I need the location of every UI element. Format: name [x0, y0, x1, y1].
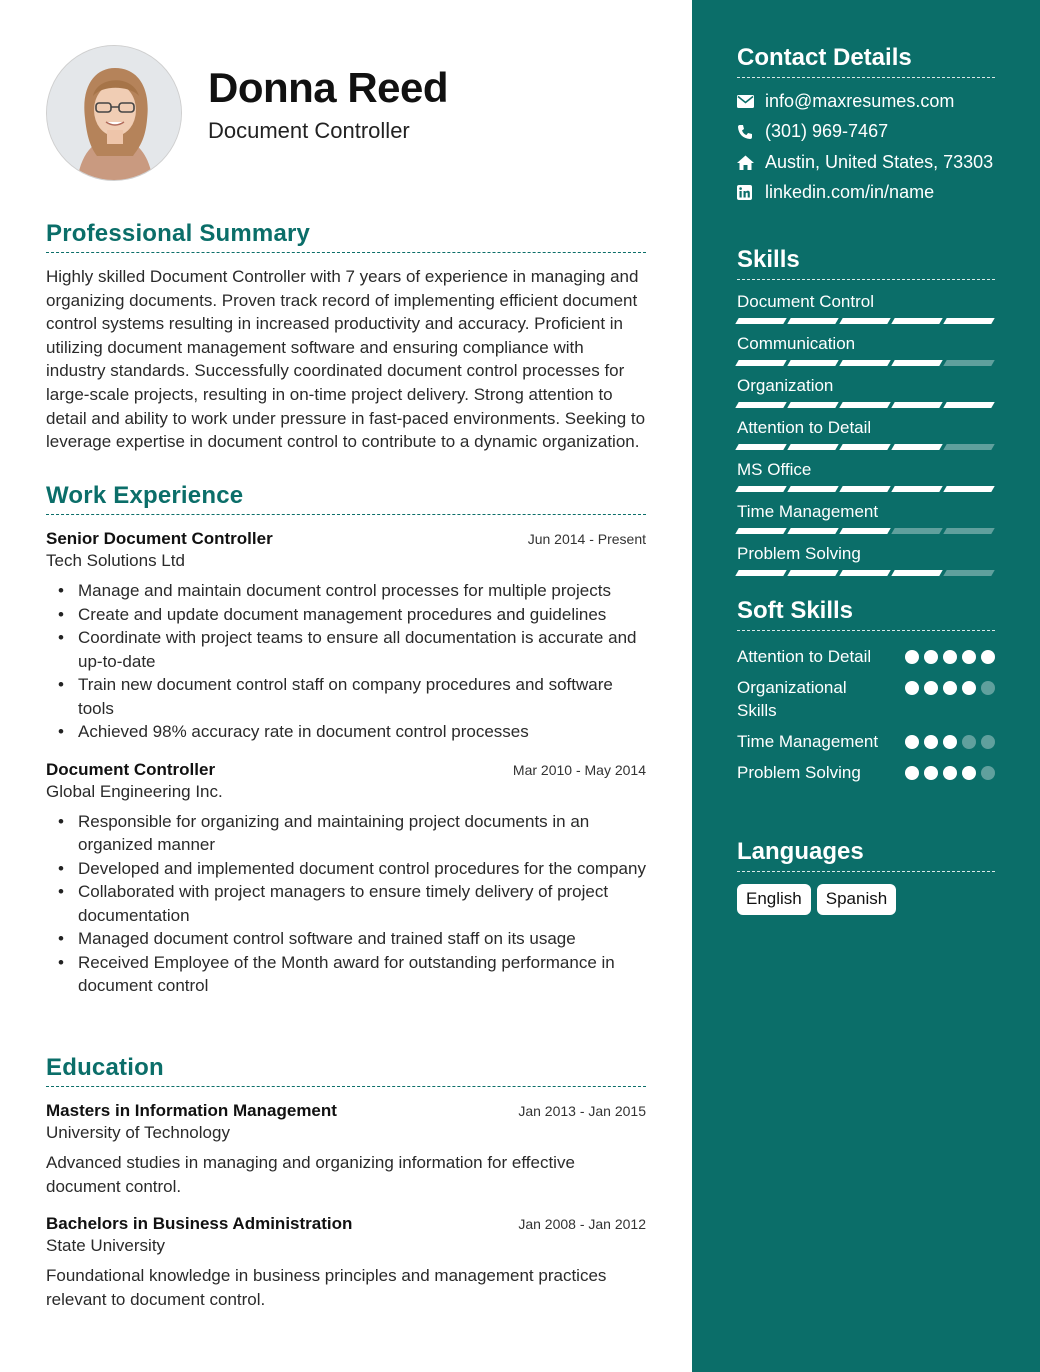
skill-rating-segment	[839, 360, 890, 366]
education-entry	[46, 1101, 646, 1198]
contact-linkedin[interactable]	[737, 178, 995, 209]
rating-dot	[981, 735, 995, 749]
language-tag: Spanish	[817, 884, 896, 915]
job-bullet: • Create and update document management procedures and guidelines	[78, 603, 646, 627]
rating-dot	[962, 766, 976, 780]
soft-skill-rating	[905, 681, 995, 695]
soft-skill-name: Attention to Detail	[737, 647, 872, 666]
rating-dot	[943, 650, 957, 664]
school-name: State University	[46, 1236, 166, 1255]
skill-name: MS Office	[737, 460, 812, 479]
linkedin-text: linkedin.com/in/name	[765, 182, 935, 203]
rating-dot	[981, 766, 995, 780]
job-bullet: • Received Employee of the Month award for outstanding performance in document control	[78, 951, 646, 998]
experience-heading: Work Experience	[46, 482, 646, 515]
rating-dot	[924, 681, 938, 695]
skill-item	[737, 418, 995, 450]
skill-rating-segment	[787, 318, 838, 324]
sidebar	[692, 0, 1040, 1372]
soft-skills-section	[737, 597, 995, 792]
phone-text: (301) 969-7467	[765, 121, 889, 142]
candidate-title: Document Controller	[208, 118, 410, 143]
contact-email[interactable]	[737, 86, 995, 117]
job-bullet: • Achieved 98% accuracy rate in document control processes	[78, 720, 646, 744]
soft-skill-item	[737, 645, 995, 668]
job-date: Jun 2014 - Present	[527, 531, 646, 547]
soft-skill-item	[737, 761, 995, 784]
skill-rating-bar	[737, 570, 995, 576]
soft-skills-list	[737, 645, 995, 784]
education-description: Foundational knowledge in business principles and management practices relevant to document control.	[46, 1266, 607, 1309]
skill-rating-segment	[735, 528, 786, 534]
rating-dot	[943, 766, 957, 780]
contact-address	[737, 147, 995, 178]
rating-dot	[943, 681, 957, 695]
skills-heading: Skills	[737, 246, 995, 280]
skill-rating-segment	[787, 444, 838, 450]
skill-rating-segment	[891, 402, 942, 408]
skill-rating-bar	[737, 444, 995, 450]
skill-rating-segment	[735, 360, 786, 366]
profile-photo	[46, 45, 182, 181]
education-description: Advanced studies in managing and organizing information for effective document control.	[46, 1153, 575, 1196]
skill-rating-segment	[943, 528, 994, 534]
contact-heading: Contact Details	[737, 44, 995, 78]
skill-rating-segment	[891, 486, 942, 492]
job-bullet: • Responsible for organizing and maintaining project documents in an organized manner	[78, 810, 646, 857]
job-title: Document Controller	[46, 759, 216, 779]
rating-dot	[962, 650, 976, 664]
soft-skill-name: Time Management	[737, 732, 879, 751]
skill-item	[737, 292, 995, 324]
skill-item	[737, 544, 995, 576]
contact-phone[interactable]	[737, 117, 995, 148]
job-bullet: • Developed and implemented document control procedures for the company	[78, 857, 646, 881]
job-bullet: • Managed document control software and trained staff on its usage	[78, 927, 646, 951]
rating-dot	[924, 735, 938, 749]
skill-name: Attention to Detail	[737, 418, 872, 437]
summary-heading: Professional Summary	[46, 220, 646, 253]
home-icon	[737, 155, 765, 170]
skill-item	[737, 460, 995, 492]
contact-section	[737, 44, 995, 208]
job-bullet: • Collaborated with project managers to ensure timely delivery of project documentation	[78, 880, 646, 927]
soft-skill-rating	[905, 735, 995, 749]
education-section	[46, 1054, 646, 1325]
skill-rating-segment	[891, 528, 942, 534]
skill-rating-segment	[735, 318, 786, 324]
school-name: University of Technology	[46, 1123, 230, 1142]
education-date: Jan 2008 - Jan 2012	[518, 1216, 646, 1232]
rating-dot	[924, 650, 938, 664]
soft-skill-name: Organizational Skills	[737, 678, 847, 720]
skill-rating-segment	[735, 402, 786, 408]
skill-rating-segment	[891, 360, 942, 366]
skill-name: Document Control	[737, 292, 875, 311]
language-tag: English	[737, 884, 811, 915]
languages-heading: Languages	[737, 838, 995, 872]
experience-section	[46, 482, 646, 1012]
soft-skills-heading: Soft Skills	[737, 597, 995, 631]
rating-dot	[981, 681, 995, 695]
rating-dot	[905, 681, 919, 695]
job-company: Global Engineering Inc.	[46, 781, 223, 801]
rating-dot	[905, 735, 919, 749]
soft-skill-rating	[905, 650, 995, 664]
skills-section	[737, 246, 995, 586]
skill-rating-segment	[943, 318, 994, 324]
soft-skill-item	[737, 730, 995, 753]
skill-name: Time Management	[737, 502, 879, 521]
skill-rating-segment	[839, 486, 890, 492]
skill-rating-segment	[891, 444, 942, 450]
job-bullet: • Manage and maintain document control processes for multiple projects	[78, 579, 646, 603]
skill-rating-segment	[839, 570, 890, 576]
skill-name: Communication	[737, 334, 856, 353]
languages-section	[737, 838, 995, 915]
skill-rating-segment	[839, 318, 890, 324]
education-date: Jan 2013 - Jan 2015	[518, 1103, 646, 1119]
candidate-name: Donna Reed	[208, 64, 449, 111]
skill-rating-segment	[735, 444, 786, 450]
skill-rating-segment	[943, 444, 994, 450]
job-bullets	[46, 579, 646, 744]
degree-title: Masters in Information Management	[46, 1101, 337, 1120]
skill-rating-segment	[943, 360, 994, 366]
linkedin-icon	[737, 185, 765, 200]
skill-rating-segment	[787, 528, 838, 534]
job-date: Mar 2010 - May 2014	[512, 761, 646, 778]
phone-icon	[737, 124, 765, 140]
envelope-icon	[737, 95, 765, 108]
skill-rating-segment	[839, 444, 890, 450]
job-title: Senior Document Controller	[46, 529, 273, 548]
rating-dot	[905, 650, 919, 664]
skill-name: Organization	[737, 376, 834, 395]
job-entry	[46, 760, 646, 998]
soft-skill-rating	[905, 766, 995, 780]
skill-item	[737, 376, 995, 408]
job-bullet: • Coordinate with project teams to ensure all documentation is accurate and up-to-date	[78, 626, 646, 673]
skill-rating-segment	[891, 570, 942, 576]
job-company: Tech Solutions Ltd	[46, 551, 185, 570]
skill-rating-segment	[735, 486, 786, 492]
education-heading: Education	[46, 1054, 646, 1087]
rating-dot	[981, 650, 995, 664]
skill-rating-segment	[839, 402, 890, 408]
skill-rating-segment	[735, 570, 786, 576]
skill-item	[737, 334, 995, 366]
job-entry	[46, 529, 646, 744]
rating-dot	[905, 766, 919, 780]
summary-text: Highly skilled Document Controller with 7 years of experience in managing and organizing documents. Proven track record of implementing efficient document control systems resulting in increased productivity and accuracy. Proficient in utilizing document management software and ensuring compliance with industry standards. Successfully coordinated document control processes for large-scale projects, resulting in on-time project delivery. Strong attention to detail and ability to work under pressure in fast-paced environments. Seeking to leverage expertise in document control to contribute to a dynamic organization.	[46, 267, 646, 452]
skill-rating-bar	[737, 528, 995, 534]
skill-rating-segment	[943, 570, 994, 576]
skill-rating-bar	[737, 360, 995, 366]
skill-rating-bar	[737, 402, 995, 408]
skill-item	[737, 502, 995, 534]
rating-dot	[962, 681, 976, 695]
skill-rating-segment	[787, 360, 838, 366]
skill-rating-segment	[787, 486, 838, 492]
job-bullet: • Train new document control staff on company procedures and software tools	[78, 673, 646, 720]
skills-list	[737, 292, 995, 576]
job-bullets	[46, 810, 646, 998]
email-text: info@maxresumes.com	[765, 90, 955, 111]
address-text: Austin, United States, 73303	[765, 151, 994, 172]
skill-rating-bar	[737, 486, 995, 492]
skill-name: Problem Solving	[737, 544, 861, 563]
languages-list	[737, 884, 995, 915]
skill-rating-segment	[943, 486, 994, 492]
skill-rating-segment	[787, 402, 838, 408]
education-entry	[46, 1214, 646, 1311]
soft-skill-name: Problem Solving	[737, 763, 861, 782]
skill-rating-segment	[787, 570, 838, 576]
soft-skill-item	[737, 676, 995, 722]
skill-rating-segment	[839, 528, 890, 534]
rating-dot	[962, 735, 976, 749]
rating-dot	[924, 766, 938, 780]
rating-dot	[943, 735, 957, 749]
summary-section	[46, 220, 646, 454]
skill-rating-segment	[891, 318, 942, 324]
avatar-image	[47, 46, 182, 181]
skill-rating-bar	[737, 318, 995, 324]
skill-rating-segment	[943, 402, 994, 408]
degree-title: Bachelors in Business Administration	[46, 1214, 353, 1233]
